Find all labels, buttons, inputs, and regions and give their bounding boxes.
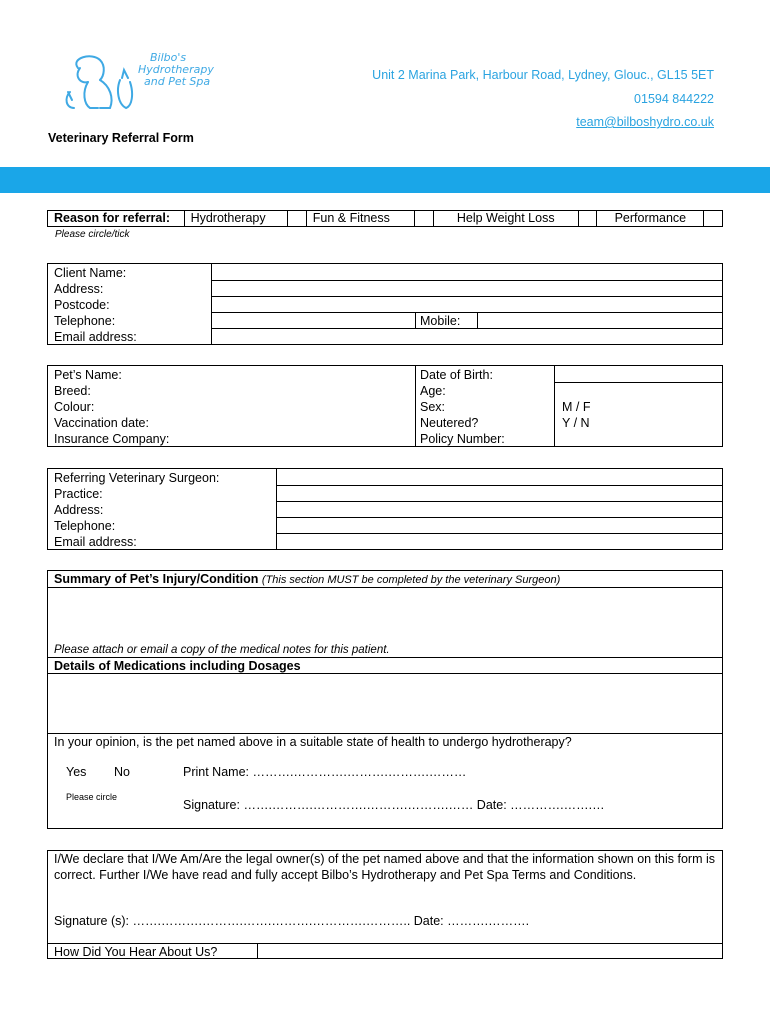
vet-surgeon-label: Referring Veterinary Surgeon: (54, 471, 220, 485)
attach-notes-text: Please attach or email a copy of the medical notes for this patient. (54, 644, 390, 656)
pet-sex-label: Sex: (420, 400, 446, 414)
summary-note: (This section MUST be completed by the veterinary Surgeon) (261, 574, 561, 586)
client-mobile-label: Mobile: (420, 314, 461, 328)
client-line-1 (211, 280, 723, 281)
pet-age-label: Age: (420, 384, 446, 398)
contact-address: Unit 2 Marina Park, Harbour Road, Lydney, Glouc., GL15 5ET (372, 68, 714, 82)
client-telephone-label: Telephone: (54, 314, 116, 328)
form-title: Veterinary Referral Form (48, 131, 194, 145)
client-line-4 (211, 328, 723, 329)
opinion-circle-hint: Please circle (66, 792, 118, 802)
client-mobile-divider-2 (477, 312, 478, 328)
contact-phone: 01594 844222 (634, 92, 714, 106)
dog-cat-logo-icon (60, 48, 140, 118)
referral-option-weight-loss[interactable]: Help Weight Loss (433, 211, 578, 227)
pet-neutered-options[interactable]: Y / N (562, 416, 590, 430)
pet-name-label: Pet’s Name: (54, 368, 122, 382)
logo-text (138, 52, 214, 88)
pet-insurance-label: Insurance Company: (54, 432, 170, 446)
vet-signature-field[interactable]: Signature: …….……….………….……….……….…… Date: ………….…….… (183, 798, 605, 812)
referral-label: Reason for referral: (48, 211, 185, 227)
vet-line-3 (276, 517, 723, 518)
pet-breed-label: Breed: (54, 384, 91, 398)
pet-colour-label: Colour: (54, 400, 95, 414)
opinion-no[interactable]: No (114, 765, 130, 779)
pet-divider (415, 365, 416, 447)
client-divider (211, 263, 212, 345)
client-line-2 (211, 296, 723, 297)
client-mobile-divider (415, 312, 416, 328)
referral-option-hydrotherapy[interactable]: Hydrotherapy (184, 211, 288, 227)
summary-title (54, 571, 560, 588)
medications-heading: Details of Medications including Dosages (54, 659, 301, 673)
logo-line-1: Bilbo's (150, 51, 187, 64)
referral-tick-weight-loss[interactable] (578, 211, 597, 227)
pet-vaccination-label: Vaccination date: (54, 416, 149, 430)
owner-signature-field[interactable]: Signature (s): …….……….……….…….……….………….……….. Date: ……….………. (54, 914, 530, 928)
declaration-text: I/We declare that I/We Am/Are the legal owner(s) of the pet named above and that the information shown on this form is correct. Further I/We have read and fully accept Bilbo’s Hydrotherapy and Pet Spa Terms and Conditions. (54, 852, 715, 882)
client-section (47, 263, 723, 345)
pet-sex-options[interactable]: M / F (562, 400, 591, 414)
pet-policy-label: Policy Number: (420, 432, 505, 446)
referral-option-fitness[interactable]: Fun & Fitness (306, 211, 414, 227)
referral-tick-performance[interactable] (704, 211, 723, 227)
pet-line-1 (554, 382, 723, 383)
logo-line-2: Hydrotherapy (138, 63, 214, 76)
hear-about-us-label: How Did You Hear About Us? (54, 945, 218, 959)
logo (60, 48, 230, 118)
referral-tick-hydrotherapy[interactable] (288, 211, 307, 227)
vet-telephone-label: Telephone: (54, 519, 116, 533)
contact-email-link[interactable]: team@bilboshydro.co.uk (576, 115, 714, 129)
referral-tick-fitness[interactable] (415, 211, 434, 227)
referral-option-performance[interactable]: Performance (597, 211, 704, 227)
referral-hint: Please circle/tick (55, 229, 130, 240)
vet-line-1 (276, 485, 723, 486)
logo-line-3: and Pet Spa (144, 75, 211, 88)
medications-input-area[interactable] (48, 674, 722, 732)
vet-email-label: Email address: (54, 535, 137, 549)
pet-dob-label: Date of Birth: (420, 368, 493, 382)
hear-about-us-input[interactable] (258, 944, 722, 959)
client-line-3 (211, 312, 723, 313)
vet-practice-label: Practice: (54, 487, 103, 501)
header-bar (0, 167, 770, 193)
vet-line-4 (276, 533, 723, 534)
vet-line-2 (276, 501, 723, 502)
pet-neutered-label: Neutered? (420, 416, 479, 430)
pet-divider-2 (554, 365, 555, 447)
print-name-field[interactable]: Print Name: ……….………….……….……….……… (183, 765, 467, 779)
client-postcode-label: Postcode: (54, 298, 110, 312)
summary-heading: Summary of Pet’s Injury/Condition (54, 572, 259, 586)
client-address-label: Address: (54, 282, 104, 296)
client-email-label: Email address: (54, 330, 137, 344)
client-name-label: Client Name: (54, 266, 127, 280)
opinion-yes[interactable]: Yes (66, 765, 87, 779)
vet-divider (276, 468, 277, 550)
opinion-question: In your opinion, is the pet named above in a suitable state of health to undergo hydrotherapy? (54, 735, 572, 749)
referral-table (47, 210, 723, 227)
vet-address-label: Address: (54, 503, 104, 517)
summary-input-area[interactable] (48, 588, 722, 640)
